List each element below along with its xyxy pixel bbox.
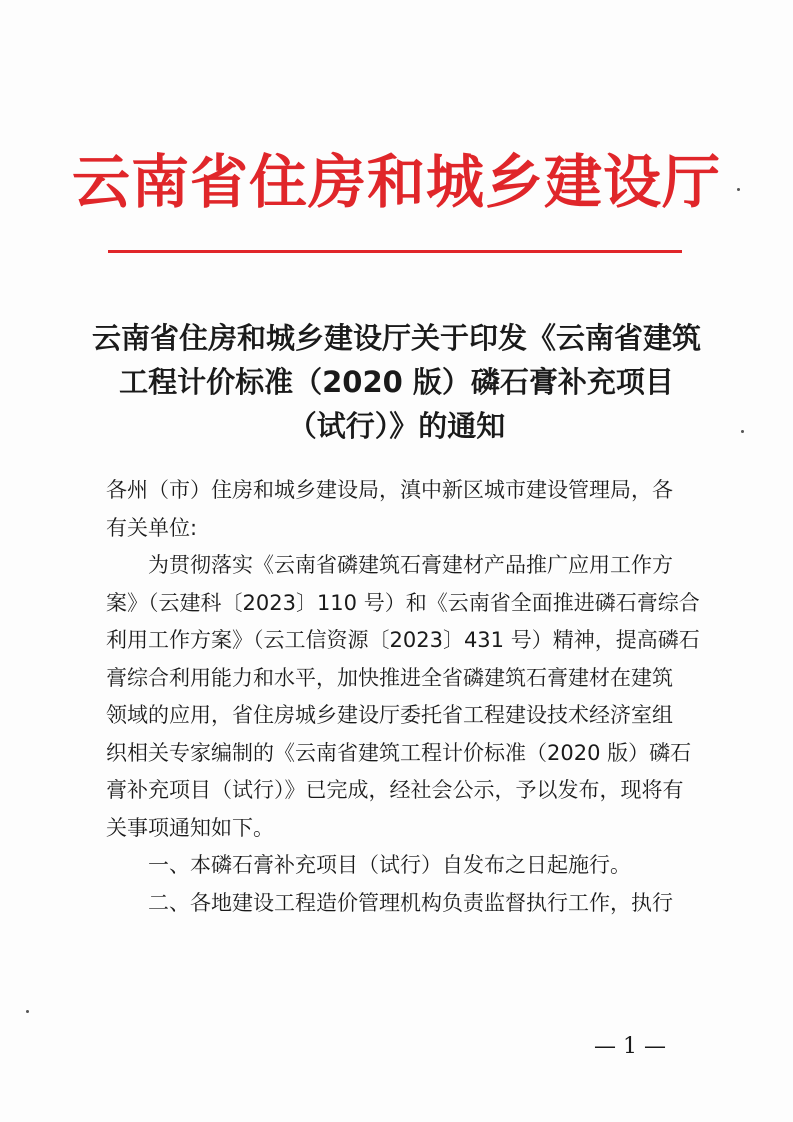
title-line: （试行）》的通知 [287,409,506,443]
body-line: 为贯彻落实《云南省磷建筑石膏建材产品推广应用工作方 [148,553,673,577]
scan-speck [26,1010,29,1013]
body-line: 案》（云建科〔2023〕110 号）和《云南省全面推进磷石膏综合 [106,590,700,615]
scan-speck [741,430,744,433]
body-line-addressee: 各州（市）住房和城乡建设局，滇中新区城市建设管理局，各 [106,478,673,502]
body-line-item-1: 一、本磷石膏补充项目（试行）自发布之日起施行。 [148,853,631,877]
body-line: 织相关专家编制的《云南省建筑工程计价标准（2020 版）磷石 [106,740,692,765]
body-line: 领域的应用，省住房城乡建设厅委托省工程建设技术经济室组 [106,703,673,727]
document-body [106,472,700,922]
body-line-item-2: 二、各地建设工程造价管理机构负责监督执行工作，执行 [148,890,673,915]
scan-speck [737,188,740,191]
body-line: 膏综合利用能力和水平，加快推进全省磷建筑石膏建材在建筑 [106,665,673,690]
page-number: — 1 — [594,1034,666,1059]
issuing-org-header: 云南省住房和城乡建设厅 [71,148,721,216]
body-line: 膏补充项目（试行）》已完成，经社会公示，予以发布，现将有 [106,778,684,802]
red-divider-line [108,250,682,253]
document-title [88,316,705,448]
title-line: 工程计价标准（2020 版）磷石膏补充项目 [119,365,674,399]
body-line: 关事项通知如下。 [106,815,274,840]
body-line-addressee: 有关单位: [106,515,198,540]
body-line: 利用工作方案》（云工信资源〔2023〕431 号）精神，提高磷石 [106,628,700,652]
title-line: 云南省住房和城乡建设厅关于印发《云南省建筑 [91,321,701,355]
